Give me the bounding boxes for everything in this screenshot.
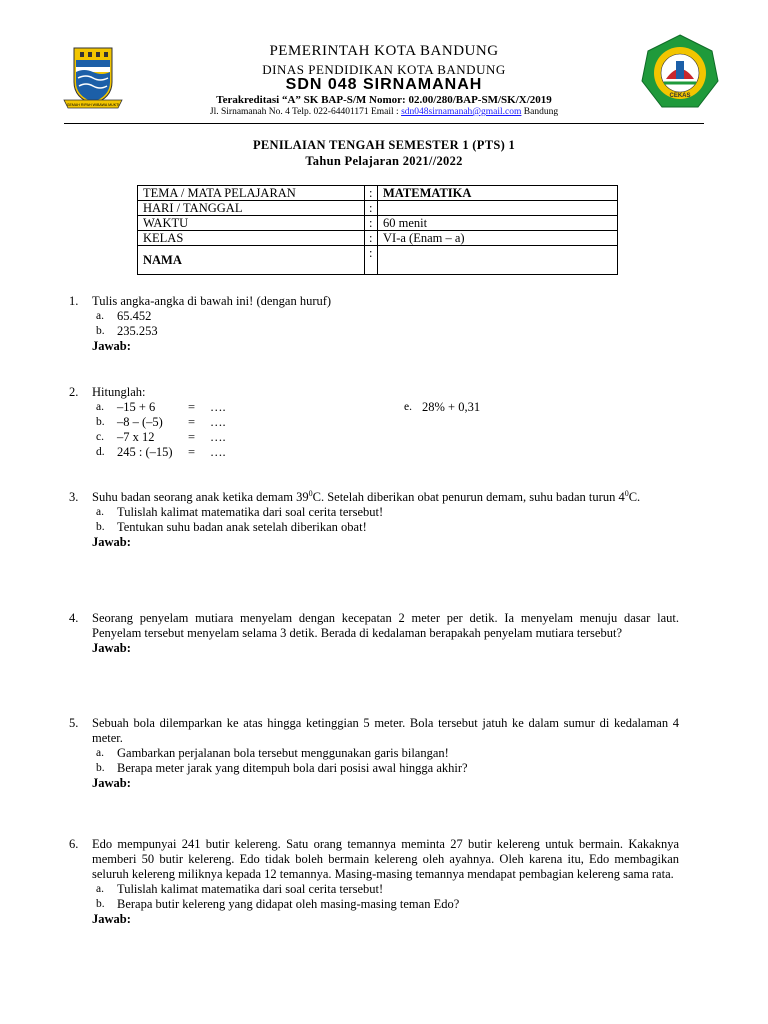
info-row-name bbox=[138, 246, 618, 275]
exam-info-table bbox=[137, 185, 618, 275]
info-row-date bbox=[138, 201, 618, 216]
calc-expression: 245 : (–15) bbox=[117, 445, 173, 459]
address-prefix: Jl. Sirnamanah No. 4 Telp. 022-64401171 Email : bbox=[209, 107, 402, 117]
question-text: Hitunglah: bbox=[92, 385, 146, 399]
sub-letter: b. bbox=[96, 898, 105, 910]
info-colon: : bbox=[365, 216, 378, 231]
address-line bbox=[0, 107, 768, 117]
sub-letter: c. bbox=[96, 431, 104, 443]
sub-letter: b. bbox=[96, 762, 105, 774]
question-number: 5. bbox=[69, 716, 79, 730]
info-value-time: 60 menit bbox=[378, 216, 618, 231]
text-part: Suhu badan seorang anak ketika demam 39 bbox=[92, 490, 309, 504]
degree-sup: 0 bbox=[308, 488, 313, 498]
calc-expression: –15 + 6 bbox=[117, 400, 156, 414]
info-value-class: VI-a (Enam – a) bbox=[378, 231, 618, 246]
sub-item bbox=[92, 746, 679, 761]
info-colon: : bbox=[365, 186, 378, 201]
government-name: PEMERINTAH KOTA BANDUNG bbox=[269, 43, 499, 59]
calc-expression: –7 x 12 bbox=[117, 430, 155, 444]
sub-text: Berapa meter jarak yang ditempuh bola dari posisi awal hingga akhir? bbox=[117, 761, 468, 775]
question-text: Sebuah bola dilemparkan ke atas hingga ketinggian 5 meter. Bola tersebut jatuh ke dalam sumur di kedalaman 4 meter. bbox=[92, 716, 679, 745]
exam-year: Tahun Pelajaran 2021//2022 bbox=[305, 154, 463, 168]
question-text: Edo mempunyai 241 butir kelereng. Satu orang temannya meminta 27 butir kelereng untuk bermain. Kakaknya memberi 50 butir kelereng. Edo tidak boleh bermain kelereng oleh ayahnya. Oleh karena itu, Edo membagikan seluruh kelereng miliknya kepada 12 temannya. Masing-masing temannya mendapat pembagian kelereng sama rata. bbox=[92, 837, 679, 881]
calc-dots: …. bbox=[210, 430, 226, 444]
exam-title: PENILAIAN TENGAH SEMESTER 1 (PTS) 1 bbox=[252, 138, 516, 152]
answer-label: Jawab: bbox=[92, 641, 131, 655]
info-row-class bbox=[138, 231, 618, 246]
sub-letter: a. bbox=[96, 506, 104, 518]
sub-item bbox=[92, 505, 679, 520]
sub-item bbox=[92, 324, 679, 339]
sub-letter: a. bbox=[96, 401, 104, 413]
sub-item bbox=[92, 520, 679, 535]
sub-text: Tentukan suhu badan anak setelah diberikan obat! bbox=[117, 520, 367, 534]
question-6 bbox=[69, 837, 679, 927]
info-colon: : bbox=[365, 201, 378, 216]
answer-label: Jawab: bbox=[92, 912, 131, 926]
question-text: Tulis angka-angka di bawah ini! (dengan huruf) bbox=[92, 294, 332, 308]
sub-text: Gambarkan perjalanan bola tersebut menggunakan garis bilangan! bbox=[117, 746, 449, 760]
calc-dots: …. bbox=[210, 400, 226, 414]
email-link[interactable]: sdn048sirnamanah@gmail.com bbox=[401, 107, 522, 117]
sub-item bbox=[92, 761, 679, 776]
text-part: C. bbox=[628, 490, 641, 504]
calc-expression: –8 – (–5) bbox=[117, 415, 163, 429]
info-label: KELAS bbox=[138, 231, 365, 246]
answer-label: Jawab: bbox=[92, 776, 131, 790]
sub-text: Berapa butir kelereng yang didapat oleh masing-masing teman Edo? bbox=[117, 897, 460, 911]
calc-dots: …. bbox=[210, 415, 226, 429]
info-value-date[interactable] bbox=[378, 201, 618, 216]
sub-item bbox=[92, 882, 679, 897]
info-label: TEMA / MATA PELAJARAN bbox=[138, 186, 365, 201]
info-label: WAKTU bbox=[138, 216, 365, 231]
calc-item bbox=[92, 415, 679, 430]
info-label: HARI / TANGGAL bbox=[138, 201, 365, 216]
text-part: C. Setelah diberikan obat penurun demam, suhu badan turun 4 bbox=[312, 490, 625, 504]
calc-item bbox=[92, 430, 679, 445]
question-2 bbox=[69, 385, 679, 460]
sub-item bbox=[92, 897, 679, 912]
sub-letter: a. bbox=[96, 310, 104, 322]
question-text: Seorang penyelam mutiara menyelam dengan kecepatan 2 meter per detik. Ia menyelam menuju dasar laut. Penyelam tersebut menyelam selama 3 detik. Berada di kedalaman berapakah penyelam mutiara tersebut? bbox=[92, 611, 679, 640]
accreditation: Terakreditasi “A” SK BAP-S/M Nomor: 02.00/280/BAP-SM/SK/X/2019 bbox=[216, 94, 552, 106]
sub-text: Tulislah kalimat matematika dari soal cerita tersebut! bbox=[117, 505, 384, 519]
info-colon: : bbox=[365, 231, 378, 246]
sub-text: Tulislah kalimat matematika dari soal cerita tersebut! bbox=[117, 882, 384, 896]
question-3 bbox=[69, 490, 679, 550]
info-row-subject bbox=[138, 186, 618, 201]
answer-label: Jawab: bbox=[92, 535, 131, 549]
answer-label: Jawab: bbox=[92, 339, 131, 353]
question-number: 4. bbox=[69, 611, 79, 625]
info-label: NAMA bbox=[138, 246, 365, 275]
question-4 bbox=[69, 611, 679, 656]
calc-dots: …. bbox=[210, 445, 226, 459]
calc-item bbox=[92, 445, 679, 460]
sub-text: 65.452 bbox=[117, 309, 152, 323]
sub-letter: b. bbox=[96, 416, 105, 428]
calc-equals: = bbox=[188, 445, 196, 459]
question-number: 2. bbox=[69, 385, 79, 399]
calc-item bbox=[92, 400, 679, 415]
sub-letter: b. bbox=[96, 521, 105, 533]
question-number: 3. bbox=[69, 490, 79, 504]
info-value-name[interactable] bbox=[378, 246, 618, 275]
emblem-ribbon-text: GEMAH RIPAH WIBAWA MUKTI bbox=[66, 103, 120, 107]
question-1 bbox=[69, 294, 679, 354]
question-number: 6. bbox=[69, 837, 79, 851]
sub-letter: e. bbox=[404, 401, 412, 413]
address-suffix: Bandung bbox=[521, 107, 559, 117]
question-5 bbox=[69, 716, 679, 791]
school-name: SDN 048 SIRNAMANAH bbox=[285, 76, 483, 93]
sub-letter: a. bbox=[96, 747, 104, 759]
header-divider bbox=[64, 123, 704, 124]
info-row-time bbox=[138, 216, 618, 231]
calc-equals: = bbox=[188, 400, 196, 414]
sub-letter: a. bbox=[96, 883, 104, 895]
sub-letter: d. bbox=[96, 446, 105, 458]
calc-equals: = bbox=[188, 430, 196, 444]
school-logo-sub: CEKAS bbox=[669, 93, 691, 99]
department-name: DINAS PENDIDIKAN KOTA BANDUNG bbox=[262, 62, 506, 77]
sub-letter: b. bbox=[96, 325, 105, 337]
degree-sup: 0 bbox=[624, 488, 629, 498]
question-text bbox=[92, 490, 679, 505]
info-colon: : bbox=[365, 246, 378, 275]
sub-item bbox=[92, 309, 679, 324]
calc-expression-e: 28% + 0,31 bbox=[422, 400, 481, 414]
calc-equals: = bbox=[188, 415, 196, 429]
question-number: 1. bbox=[69, 294, 79, 308]
sub-text: 235.253 bbox=[117, 324, 158, 338]
info-value-subject: MATEMATIKA bbox=[378, 186, 618, 201]
